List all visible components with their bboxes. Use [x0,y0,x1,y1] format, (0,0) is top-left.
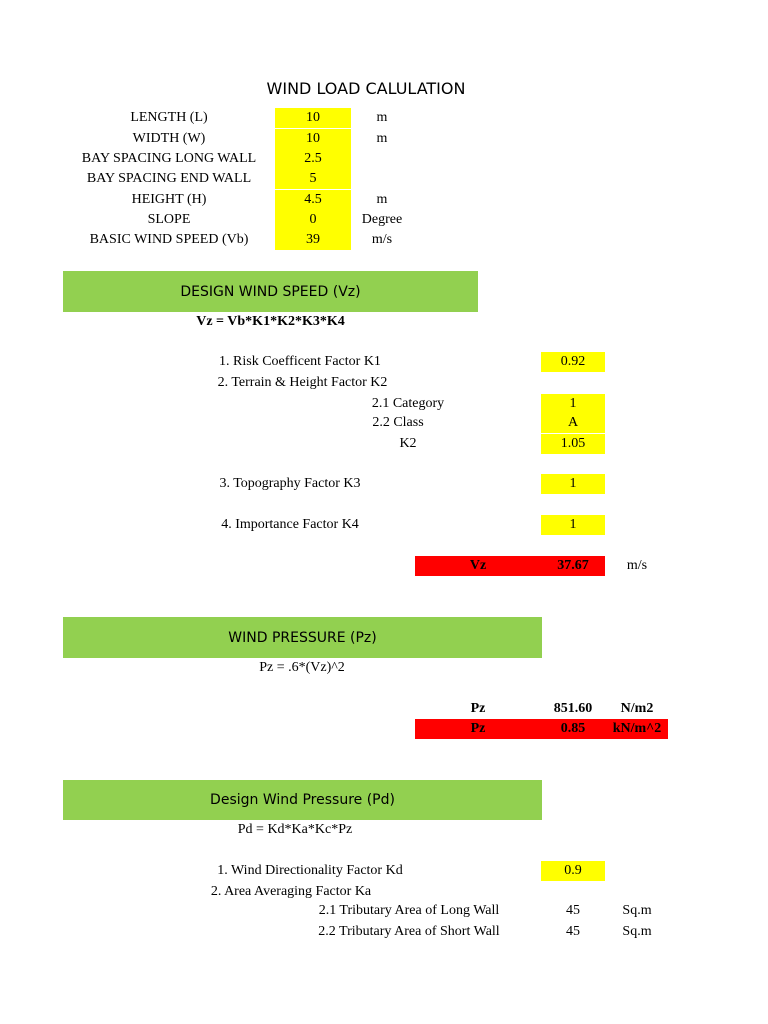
unit-tributary-long: Sq.m [622,903,652,918]
input-label-length: LENGTH (L) [130,110,208,125]
label-category: 2.1 Category [371,396,445,411]
label-kd: 1. Wind Directionality Factor Kd [217,863,403,878]
value-pz-kilonewton: 0.85 [560,721,586,736]
input-unit-basic-wind-speed: m/s [371,232,393,247]
label-class: 2.2 Class [372,415,424,430]
value-tributary-long: 45 [566,903,580,918]
input-value-height[interactable]: 4.5 [275,190,351,210]
label-pz-kilonewton: Pz [470,721,486,736]
value-k1[interactable]: 0.92 [541,352,605,372]
input-unit-width: m [376,131,388,146]
input-value-bay-long[interactable]: 2.5 [275,149,351,169]
value-vz-result: 37.67 [557,558,589,573]
input-label-height: HEIGHT (H) [131,192,207,207]
formula-vz: Vz = Vb*K1*K2*K3*K4 [196,314,345,329]
input-label-bay-end: BAY SPACING END WALL [86,171,252,186]
label-k3: 3. Topography Factor K3 [219,476,361,491]
input-value-bay-end[interactable]: 5 [275,169,351,189]
value-category[interactable]: 1 [541,394,605,414]
input-label-basic-wind-speed: BASIC WIND SPEED (Vb) [89,232,249,247]
value-class[interactable]: A [541,413,605,433]
label-vz-result: Vz [469,558,487,573]
unit-vz-result: m/s [626,558,648,573]
input-label-bay-long: BAY SPACING LONG WALL [81,151,257,166]
label-tributary-short: 2.2 Tributary Area of Short Wall [318,924,500,939]
label-pz-newton: Pz [470,701,486,716]
input-value-slope[interactable]: 0 [275,210,351,230]
formula-pz: Pz = .6*(Vz)^2 [259,660,345,675]
label-k2: 2. Terrain & Height Factor K2 [217,375,388,390]
input-unit-slope: Degree [361,212,403,227]
input-value-length[interactable]: 10 [275,108,351,128]
label-k4: 4. Importance Factor K4 [221,517,359,532]
input-value-width[interactable]: 10 [275,129,351,149]
label-ka: 2. Area Averaging Factor Ka [210,884,372,899]
value-kd[interactable]: 0.9 [541,861,605,881]
label-k1: 1. Risk Coefficent Factor K1 [219,354,381,369]
input-unit-height: m [376,192,388,207]
section-header-design-wind-speed: DESIGN WIND SPEED (Vz) [63,271,478,312]
value-k3[interactable]: 1 [541,474,605,494]
input-label-slope: SLOPE [147,212,191,227]
unit-pz-kilonewton: kN/m^2 [612,721,662,736]
section-header-wind-pressure: WIND PRESSURE (Pz) [63,617,542,658]
value-k2: 1.05 [541,434,605,454]
label-k2-value: K2 [399,436,417,451]
label-tributary-long: 2.1 Tributary Area of Long Wall [318,903,500,918]
value-tributary-short: 45 [566,924,580,939]
unit-pz-newton: N/m2 [620,701,654,716]
page-title: WIND LOAD CALULATION [266,79,466,98]
input-unit-length: m [376,110,388,125]
section-header-design-wind-pressure: Design Wind Pressure (Pd) [63,780,542,820]
value-pz-newton: 851.60 [553,701,593,716]
value-k4[interactable]: 1 [541,515,605,535]
unit-tributary-short: Sq.m [622,924,652,939]
input-value-basic-wind-speed[interactable]: 39 [275,230,351,250]
input-label-width: WIDTH (W) [132,131,206,146]
formula-pd: Pd = Kd*Ka*Kc*Pz [237,822,353,837]
